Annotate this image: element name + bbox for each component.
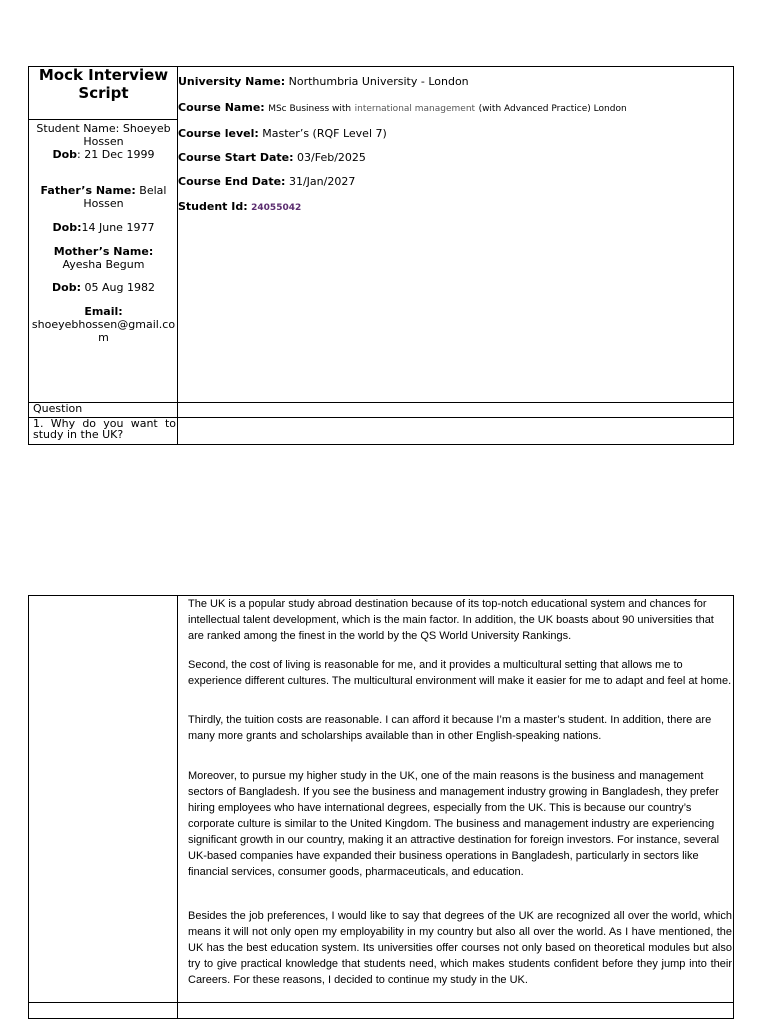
mother-name-value: Ayesha Begum — [62, 258, 145, 271]
title-divider — [28, 119, 178, 120]
answer-paragraph-1: The UK is a popular study abroad destination because of its top-notch educational system and chances for intellectual talent development, which is the main factor. In addition, the UK boasts about 90 universities that are ranked among the finest in the world by the QS World University Rankings. — [188, 598, 714, 642]
mother-dob-label: Dob: — [52, 281, 81, 294]
course-level-row — [178, 127, 387, 141]
email-label: Email: — [84, 305, 123, 318]
student-name: Student Name: Shoeyeb Hossen — [36, 122, 171, 148]
answer-paragraph-5: Besides the job preferences, I would like to say that degrees of the UK are recognized all over the world, which means it will not only open my employability in my country but also all over the world. As I have mentioned, the UK has the best education system. Its universities offer courses not only based on theoretical modules but also try to give practical knowledge that students need, which makes students confident before they jump into their Careers. For these reasons, I decided to continue my study in the UK. — [188, 910, 732, 986]
university-row — [178, 75, 469, 89]
email-value: shoeyebhossen@gmail.com — [31, 318, 176, 344]
answer-column-divider — [177, 595, 178, 1019]
course-level-label: Course level: — [178, 127, 259, 140]
university-value: Northumbria University - London — [288, 75, 469, 88]
start-date-row — [178, 151, 366, 165]
father-name — [29, 184, 178, 210]
answer-paragraph-2: Second, the cost of living is reasonable for me, and it provides a multicultural setting that allows me to experience different cultures. The multicultural environment will make it easier for me to adapt and feel at home. — [188, 659, 732, 687]
answer-paragraph-4: Moreover, to pursue my higher study in the UK, one of the main reasons is the business and management sectors of Bangladesh. If you see the business and management industry growing in Bangladesh, they prefer hiring employees who have international degrees, especially from the UK. This is because our country’s corporate culture is similar to the United Kingdom. The business and management industry are experiencing significant growth in our country, making it an attractive destination for foreign investors. For instance, several UK-based companies have expanded their business operations in Bangladesh, particularly in sectors like financial services, consumer goods, pharmaceuticals, and education. — [188, 770, 720, 878]
mother-dob — [29, 281, 178, 294]
mother-name — [29, 245, 178, 271]
start-date-value: 03/Feb/2025 — [297, 151, 366, 164]
page-title: Mock Interview Script — [38, 66, 169, 102]
course-name-mid: international management — [354, 104, 476, 114]
course-name-label: Course Name: — [178, 101, 265, 114]
question-header: Question — [33, 402, 83, 415]
mother-name-label: Mother’s Name: — [53, 245, 154, 258]
course-name-row — [178, 101, 627, 116]
father-dob-label: Dob: — [52, 221, 82, 234]
end-date-row — [178, 175, 355, 189]
table-border-right — [733, 66, 734, 445]
father-name-value: Belal Hossen — [83, 184, 167, 210]
father-name-label: Father’s Name: — [40, 184, 136, 197]
student-id-row — [178, 200, 301, 215]
start-date-label: Course Start Date: — [178, 151, 294, 164]
student-dob-label: Dob — [52, 148, 78, 161]
question-1: 1. Why do you want to study in the UK? — [33, 417, 176, 441]
answer-row-divider — [28, 1002, 734, 1003]
row-divider-1 — [28, 402, 734, 403]
course-level-value: Master’s (RQF Level 7) — [262, 127, 387, 140]
answer-border-left — [28, 595, 29, 1019]
student-dob-value: : 21 Dec 1999 — [77, 148, 155, 161]
university-label: University Name: — [178, 75, 286, 88]
father-dob — [29, 221, 178, 234]
student-id-value: 24055042 — [251, 203, 302, 213]
father-dob-value: 14 June 1977 — [81, 221, 155, 234]
answer-paragraph-3: Thirdly, the tuition costs are reasonable. I can afford it because I’m a master’s student. In addition, there are many more grants and scholarships available than in other English-speaking nations. — [188, 714, 712, 742]
answer-border-bottom — [28, 1018, 734, 1019]
course-name-suffix: (with Advanced Practice) London — [478, 104, 627, 114]
email — [29, 305, 178, 344]
mother-dob-value: 05 Aug 1982 — [84, 281, 155, 294]
student-dob — [29, 148, 178, 161]
end-date-value: 31/Jan/2027 — [288, 175, 356, 188]
end-date-label: Course End Date: — [178, 175, 286, 188]
course-name-prefix: MSc Business with — [268, 104, 352, 114]
answer-border-right — [733, 595, 734, 1019]
table-border-bottom — [28, 444, 734, 445]
student-id-label: Student Id: — [178, 200, 248, 213]
